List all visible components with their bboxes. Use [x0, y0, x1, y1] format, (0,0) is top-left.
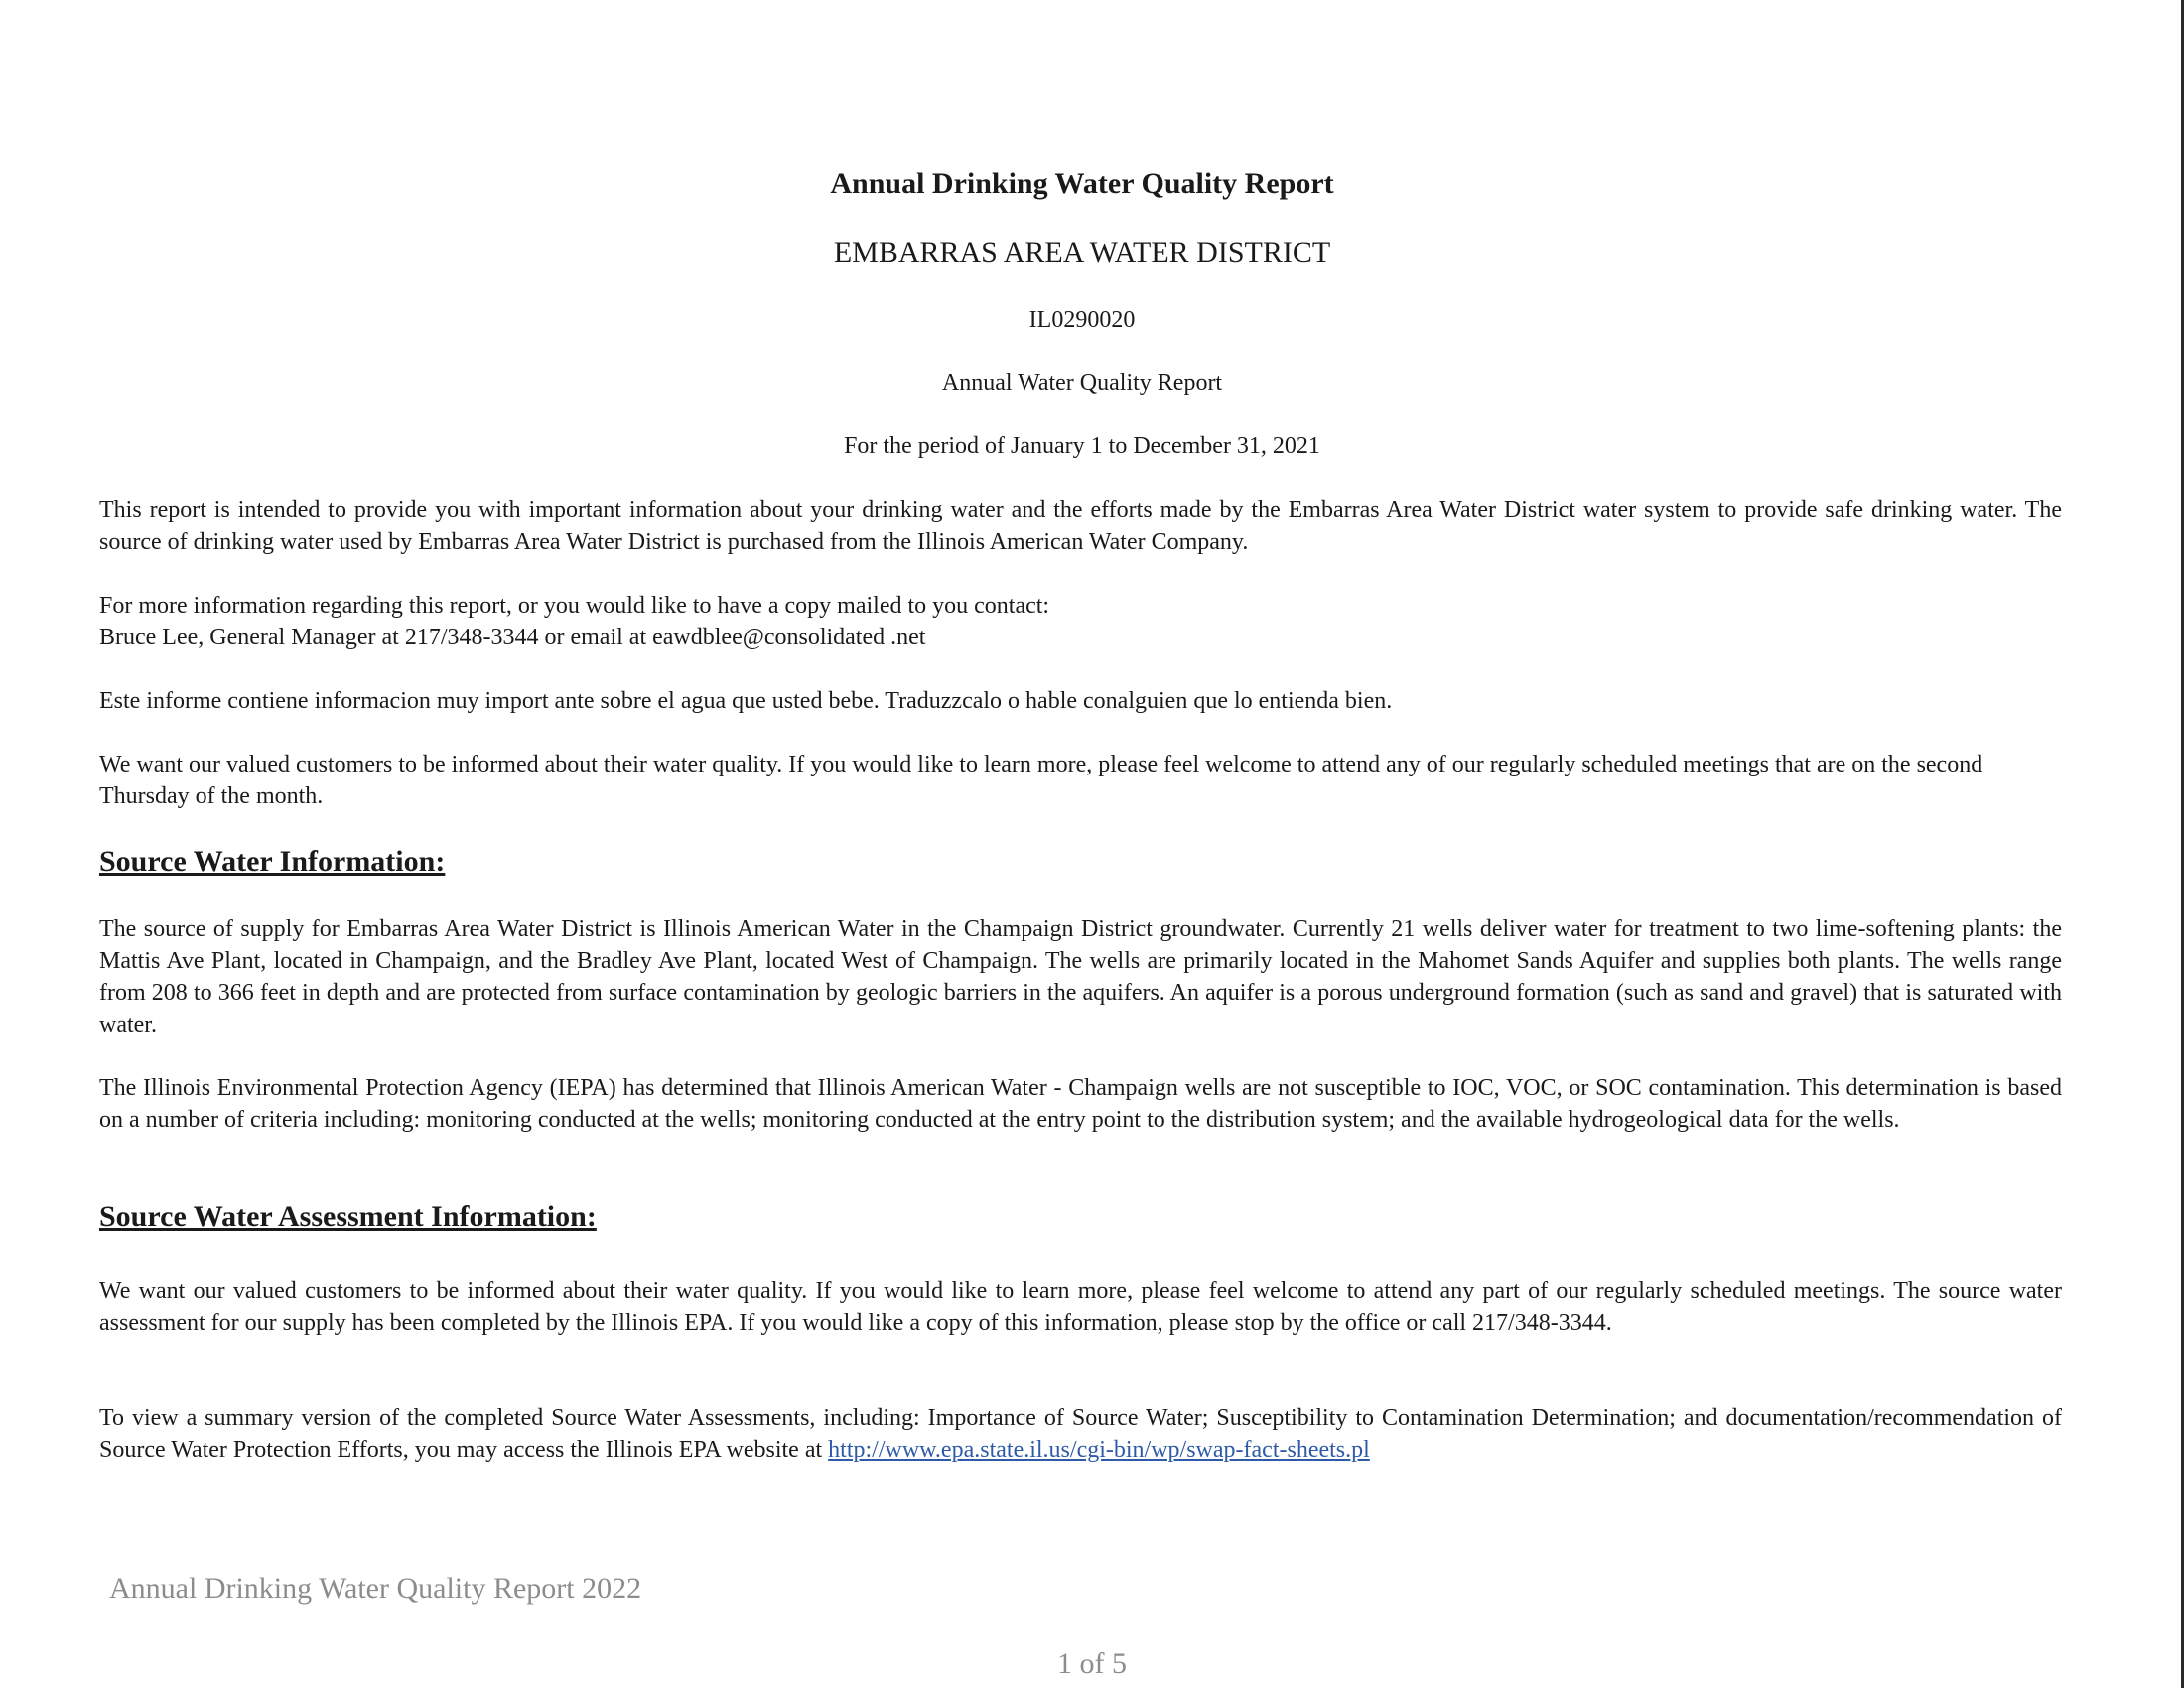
assessment-link-paragraph	[99, 1402, 2062, 1466]
page-number: 1 of 5	[1057, 1647, 1127, 1680]
contact-details: Bruce Lee, General Manager at 217/348-3344 or email at eawdblee@consolidated .net	[99, 625, 926, 650]
assessment-paragraph: We want our valued customers to be informed about their water quality. If you would like to learn more, please feel welcome to attend any part of our regularly scheduled meetings. The source water assessment for our supply has been completed by the Illinois EPA. If you would like a copy of this information, please stop by the office or call 217/348-3344.	[99, 1278, 2062, 1336]
assessment-link-text: To view a summary version of the completed Source Water Assessments, including: Importance of Source Water; Susceptibility to Contamination Determination; and documentation/recommendation of Source Water Protection Efforts, you may access the Illinois EPA website at	[99, 1405, 2062, 1463]
source-water-heading: Source Water Information:	[99, 845, 446, 878]
meetings-paragraph: We want our valued customers to be informed about their water quality. If you would like to learn more, please feel welcome to attend any of our regularly scheduled meetings that are on the second Thursday of the month.	[99, 752, 1983, 809]
intro-paragraph: This report is intended to provide you with important information about your drinking water and the efforts made by the Embarras Area Water District water system to provide safe drinking water. The source of drinking water used by Embarras Area Water District is purchased from the Illinois American Water Company.	[99, 497, 2062, 555]
footer-title: Annual Drinking Water Quality Report 2022	[109, 1572, 642, 1605]
contact-line: For more information regarding this report, or you would like to have a copy mailed to you contact:	[99, 593, 1050, 619]
spanish-notice: Este informe contiene informacion muy import ante sobre el agua que usted bebe. Traduzzcalo o hable conalguien que lo entienda bien.	[99, 688, 1393, 714]
contact-info	[99, 590, 2062, 653]
report-period: For the period of January 1 to December 31, 2021	[844, 433, 1320, 459]
report-title: Annual Drinking Water Quality Report	[830, 167, 1334, 200]
assessment-heading: Source Water Assessment Information:	[99, 1200, 597, 1233]
report-subtitle: Annual Water Quality Report	[941, 370, 1223, 396]
epa-website-link[interactable]: http://www.epa.state.il.us/cgi-bin/wp/swap-fact-sheets.pl	[828, 1437, 1370, 1463]
district-name: EMBARRAS AREA WATER DISTRICT	[833, 236, 1331, 269]
source-water-paragraph: The source of supply for Embarras Area Water District is Illinois American Water in the Champaign District groundwater. Currently 21 wells deliver water for treatment to two lime-softening plants: the Mattis Ave Plant, located in Champaign, and the Bradley Ave Plant, located West of Champaign. The wells are primarily located in the Mahomet Sands Aquifer and supplies both plants. The wells range from 208 to 366 feet in depth and are protected from surface contamination by geologic barriers in the aquifers. An aquifer is a porous underground formation (such as sand and gravel) that is saturated with water.	[99, 916, 2062, 1038]
iepa-paragraph: The Illinois Environmental Protection Agency (IEPA) has determined that Illinois American Water - Champaign wells are not susceptible to IOC, VOC, or SOC contamination. This determination is based on a number of criteria including: monitoring conducted at the wells; monitoring conducted at the entry point to the distribution system; and the available hydrogeological data for the wells.	[99, 1075, 2062, 1133]
system-id: IL0290020	[1028, 307, 1136, 333]
